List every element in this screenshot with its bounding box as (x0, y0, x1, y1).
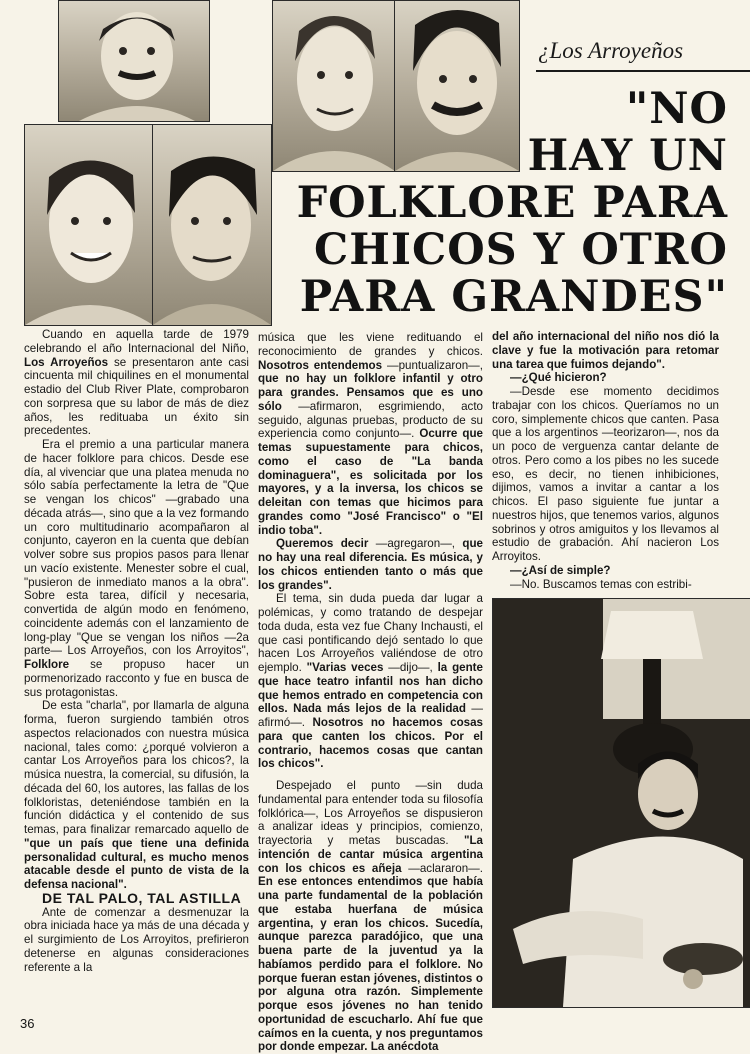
headline-line-5: PARA GRANDES" (299, 272, 728, 322)
page-number: 36 (20, 1016, 35, 1031)
text: se propuso hacer un pormenorizado racconto y fue en busca de sus protagonistas. (24, 658, 249, 699)
text: De esta "charla", por llamarla de alguna forma, fueron surgiendo también otros aspectos relacionados con nuestra música nacional, tales como: ¿porqué volvieron a cantar Los Arroyeños para los chicos?, la música nuestra, la comercial, su difusión, la década del 60, los autores, las fallas de los folkloristas, deteniéndose también en la función didáctica y el contenido de sus temas, para finalizar remarcado aquello de (24, 699, 249, 836)
text: —dijo—, (383, 661, 438, 674)
bold-text: En ese entonces entendimos que había una parte fundamental de la población que estaba huerfana de música argentina, y eran los chicos. Sucedía, aunque parezca paradójico, que una buena parte de la juventud ya la habíamos perdido para el folklore. No porque fueran estan jóvenes, distintos o por alguna otra razón. Simplemente porque esos jóvenes no han tenido oportunidad de escucharlo. Ahí fue que caímos en la cuenta, y nos preguntamos por donde empezar. La anécdota (258, 875, 483, 1054)
section-kicker: ¿Los Arroyeños (538, 38, 684, 63)
group-member-photo (492, 598, 750, 1008)
paragraph (258, 592, 483, 771)
headline-line-3: FOLKLORE PARA (296, 178, 728, 228)
paragraph: Ante de comenzar a desmenuzar la obra iniciada hace ya más de una década y el surgimiento de Los Arroyitos, prefirieron detenerse en algunas consideraciones referente a la (24, 905, 249, 974)
subhead: DE TAL PALO, TAL ASTILLA (42, 889, 242, 906)
portrait-photo-5 (152, 124, 272, 326)
portrait-photo-4 (24, 124, 154, 326)
text: —afirmaron, esgrimiendo, acto seguido, algunas pruebas, producto de su experiencia como conjunto—. (258, 399, 483, 441)
bold-text: Los Arroyeños (24, 355, 109, 369)
paragraph (258, 331, 483, 537)
bold-text: "que un país que tiene una definida personalidad cultural, es mucho menos atacable desde el punto de vista de la defensa nacional". (24, 836, 249, 891)
text: El tema, sin duda pueda dar lugar a polémicas, y como tratando de despejar toda duda, esta vez fue Chany Inchausti, el que casi pontificando dejó sentado lo que hacen Los Arroyeños valiéndose de otro ejemplo. (258, 592, 483, 674)
article-column-1 (24, 328, 249, 974)
text: se presentaron ante casi cincuenta mil chiquilines en el monumental estadio del Club River Plate, comprobaron con sorpresa que su labor de más de diez años, les redituaba un éxito sin precedentes. (24, 355, 250, 438)
headline-line-1: "NO (625, 84, 728, 134)
bold-text: "Varias veces (306, 661, 384, 674)
text: —afirmó—. (258, 702, 483, 729)
paragraph (24, 328, 249, 438)
text: —agregaron—, (368, 537, 463, 551)
paragraph (492, 330, 719, 371)
text: Era el premio a una particular manera de hacer folklore para chicos. Desde ese día, al vivenciar que una platea menuda no sólo sabía perfectamente la letra de "Que se vengan los chicos" —grabado una década atrás—, sino que a la vez formando un coro multitudinario acompañaron al conjunto, cayeron en la cuenta que debían volver sobre sus propios pasos para llenar un vacío existente. Menester sobre el cual, "pusieron de inmediato manos a la obra". Sobre esta tarea, difícil y necesaria, convertida de algún modo en fenómeno, coincidente además con el lanzamiento de long-play "Que se vengan los niños —2a parte— Los Arroyeños, con los Arroyitos", (24, 438, 249, 658)
text: —puntualizaron—, (382, 358, 483, 372)
bold-text: —¿Qué hicieron? (510, 371, 607, 385)
paragraph: —Desde ese momento decidimos trabajar con los chicos. Queríamos no un coro, simplemente chicos que canten. Pasa que a los argentinos —teorizaron—, nos da un poco de verguenza cantar delante de otros. Pero como a los pibes no les sucede eso, es decir, no tienen inhibiciones, dijimos, vamos a invitar a cantar a los chicos. El paso siguiente fue juntar a nuestros hijos, que tenemos varios, algunos sobrinos y otros amiguitos y los llevamos al estudio de grabación. Ahí nacieron Los Arroyitos. (492, 385, 719, 563)
bold-text: —¿Así de simple? (510, 563, 611, 577)
article-headline (268, 86, 728, 321)
bold-text: que no hay un folklore infantil y otro para grandes. Pensamos que es uno sólo (258, 372, 483, 413)
paragraph (24, 699, 249, 892)
paragraph (258, 537, 483, 592)
bold-text: la gente que hace teatro infantil nos han dicho que hemos entrado en competencia con ellos. Nada más lejos de la realidad (258, 661, 483, 716)
text: Despejado el punto —sin duda fundamental para entender toda su filosofía folklórica—, Los Arroyeños se dispusieron a analizar ideas y principios, comienzo, trayectoria y metas buscadas. (258, 779, 483, 847)
bold-text: Ocurre que temas supuestamente para chicos, como el caso de "La banda dominaguera", es solicitada por los mayores, y a la inversa, los chicos se deleitan con temas que hicimos para grandes como "José Francisco" o "El indio toba". (258, 427, 483, 537)
bold-text: Nosotros no hacemos cosas para que canten los chicos. Por el contrario, hacemos cosas que cantan los chicos". (258, 716, 484, 771)
text: música que les viene redituando el reconocimiento de grandes y chicos. (258, 331, 483, 358)
bold-text: del año internacional del niño nos dió la clave y fue la motivación para retomar una tarea que fuimos dejando". (492, 330, 719, 371)
paragraph (258, 779, 483, 1054)
bold-text: Nosotros entendemos (258, 358, 383, 372)
text: Cuando en aquella tarde de 1979 celebrando el año Internacional del Niño, (24, 328, 249, 355)
bold-text: Folklore (24, 658, 70, 671)
kicker-rule (536, 70, 750, 72)
headline-line-2: HAY UN (527, 131, 728, 181)
question (492, 564, 719, 578)
bold-text: Queremos decir (276, 537, 369, 551)
paragraph (24, 438, 249, 699)
text: —aclararon—. (401, 861, 483, 875)
question (492, 371, 719, 385)
headline-line-4: CHICOS Y OTRO (314, 225, 728, 275)
paragraph: —No. Buscamos temas con estribi- (510, 577, 692, 591)
article-column-3 (492, 330, 719, 591)
article-column-2 (258, 331, 483, 1054)
portrait-photo-1 (58, 0, 210, 122)
bold-text: "La intención de cantar música argentina con los chicos es añeja (258, 834, 483, 875)
bold-text: que no hay una real diferencia. Es música, y los chicos entienden tanto o más que los grandes". (258, 537, 483, 592)
